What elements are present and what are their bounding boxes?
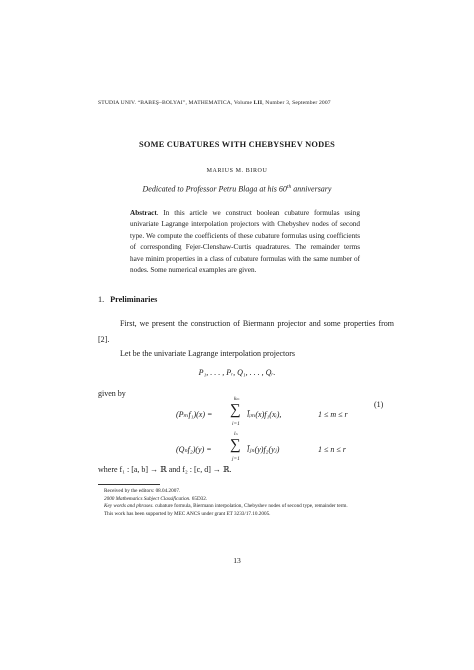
section-heading xyxy=(98,295,157,304)
journal-volume: LII xyxy=(253,100,263,106)
eq2-sum-symbol: ∑ xyxy=(230,437,241,453)
section-number: 1. xyxy=(98,295,105,304)
abstract-text: . In this article we construct boolean cubature formulas using univariate Lagrange interpolation projectors with Chebyshev nodes of second type. We compute the coefficients of these cubature formulas using coefficients of corresponding Fejer-Clenshaw-Curtis quadratures. The remainder terms have minim properties in a class of cubature formulas with the same number of nodes. Some numerical examples are given. xyxy=(130,209,360,275)
running-header xyxy=(98,100,388,106)
where-clause: where f₁ : [a, b] → ℝ and f₂ : [c, d] → ℝ. xyxy=(98,465,232,474)
keywords-value: cubature formula, Biermann interpolation, Chebyshev nodes of second type, remainder term. xyxy=(153,503,348,510)
eq2-lhs: (Qₙf₂)(y) = xyxy=(176,445,212,454)
eq1-sum-symbol: ∑ xyxy=(230,402,241,418)
eq2-sum-bottom: j=1 xyxy=(232,456,240,462)
paragraph-2: Let be the univariate Lagrange interpolation projectors xyxy=(120,349,296,358)
eq1-rhs: l̃ᵢₘ(x)f₁(xᵢ), xyxy=(247,410,282,419)
abstract xyxy=(130,208,360,276)
dedication-superscript: th xyxy=(286,184,292,190)
eq1-condition: 1 ≤ m ≤ r xyxy=(318,410,348,419)
footnotes xyxy=(98,488,394,518)
equation-number: (1) xyxy=(374,400,384,409)
journal-suffix: , Number 3, September 2007 xyxy=(262,100,331,106)
paragraph-1: First, we present the construction of Biermann projector and some properties from [2]. xyxy=(98,319,394,344)
keywords-label: Key words and phrases. xyxy=(104,503,154,510)
eq2-condition: 1 ≤ n ≤ r xyxy=(318,445,346,454)
footnote-received: Received by the editors: 08.04.2007. xyxy=(104,488,181,494)
journal-prefix: STUDIA UNIV. “BABEŞ–BOLYAI”, MATHEMATICA, Volume xyxy=(98,100,254,106)
abstract-label: Abstract xyxy=(130,209,157,217)
eq1-sum-bottom: i=1 xyxy=(232,421,240,427)
page-number: 13 xyxy=(233,556,241,565)
author-name: MARIUS M. BIROU xyxy=(206,168,268,174)
dedication-text: Dedicated to Professor Petru Blaga at his 60 xyxy=(142,184,287,194)
eq2-rhs: l̃ⱼₙ(y)f₂(yⱼ) xyxy=(247,445,280,454)
dedication xyxy=(0,184,474,194)
eq2-sum-top: lₙ xyxy=(234,431,238,437)
section-title: Preliminaries xyxy=(110,295,158,304)
given-by-text: given by xyxy=(98,389,126,398)
paper-title: SOME CUBATURES WITH CHEBYSHEV NODES xyxy=(139,140,335,149)
footnote-keywords xyxy=(98,503,394,511)
footnote-support: This work has been supported by MEC ANCS under grant ET 3233/17.10.2005. xyxy=(104,510,271,517)
projectors-display: P₁, . . . , Pᵣ, Q₁, . . . , Qᵣ. xyxy=(198,368,276,377)
msc-value: 65D32. xyxy=(190,495,208,502)
dedication-suffix: anniversary xyxy=(291,184,332,194)
footnote-rule xyxy=(98,484,160,485)
msc-label: 2000 Mathematics Subject Classification. xyxy=(104,495,191,502)
eq1-sum-top: kₘ xyxy=(234,396,240,402)
eq1-lhs: (Pₘf₁)(x) = xyxy=(176,410,213,419)
